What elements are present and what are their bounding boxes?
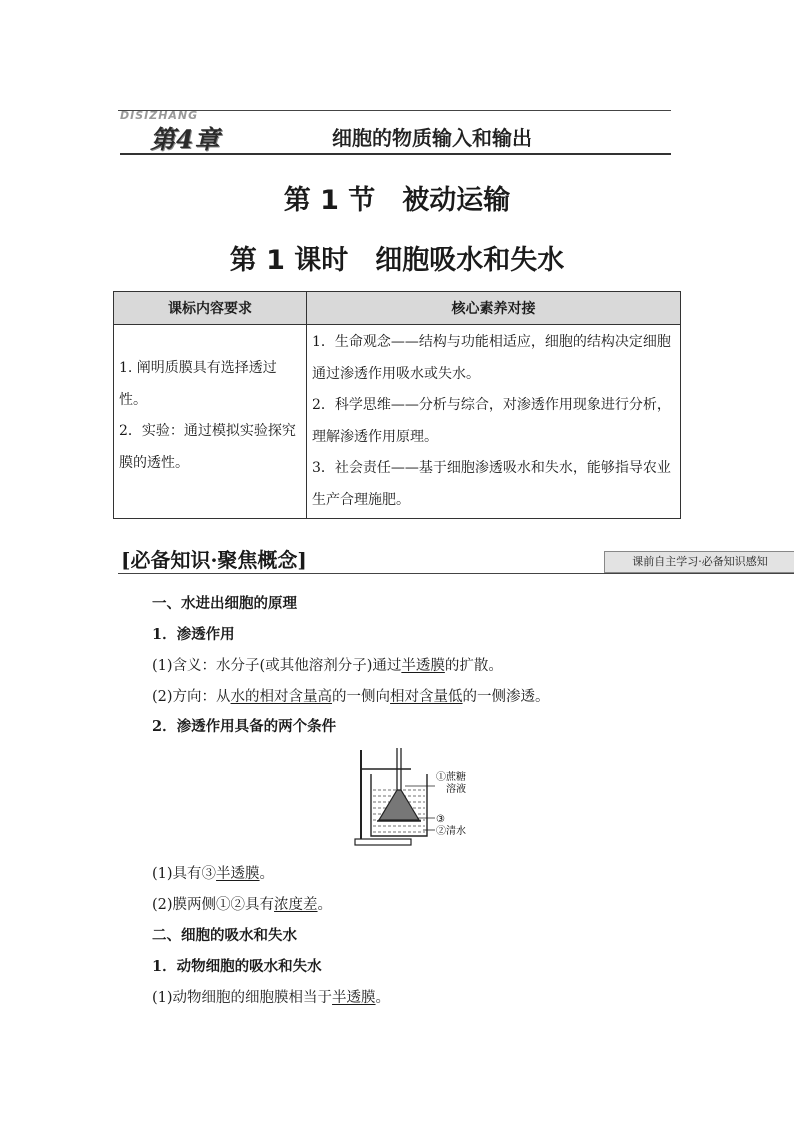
heading-1-2: 2．渗透作用具备的两个条件 <box>152 718 337 735</box>
answer-blank: 水的相对含量高 <box>230 689 333 705</box>
literacy-item: 2．科学思维——分析与综合，对渗透作用现象进行分析，理解渗透作用原理。 <box>312 397 671 445</box>
standard-item: 2．实验：通过模拟实验探究膜的透性。 <box>119 423 296 471</box>
heading-1: 一、水进出细胞的原理 <box>152 595 297 612</box>
chapter-bottom-rule <box>120 153 671 155</box>
stand-base <box>355 839 411 845</box>
standards-cell <box>114 325 307 519</box>
heading-2: 二、细胞的吸水和失水 <box>152 927 297 944</box>
paragraph-definition: (1)含义：水分子(或其他溶剂分子)通过半透膜的扩散。 <box>152 658 503 674</box>
paragraph-animal-cell: (1)动物细胞的细胞膜相当于半透膜。 <box>152 990 391 1006</box>
knowledge-banner-tag: 课前自主学习·必备知识感知 <box>604 551 794 573</box>
osmosis-apparatus-figure <box>353 746 483 848</box>
literacy-item: 1．生命观念——结构与功能相适应，细胞的结构决定细胞通过渗透作用吸水或失水。 <box>312 334 671 382</box>
literacy-item: 3．社会责任——基于细胞渗透吸水和失水，能够指导农业生产合理施肥。 <box>312 460 671 508</box>
label-sucrose: ①蔗糖 <box>436 772 466 783</box>
answer-blank: 半透膜 <box>332 990 376 1006</box>
chapter-top-rule <box>118 110 671 111</box>
literacy-cell <box>307 325 681 519</box>
section-title: 第 1 节 被动运输 <box>283 185 511 216</box>
chapter-title: 细胞的物质输入和输出 <box>332 126 532 150</box>
standards-table <box>113 291 681 519</box>
table-header-standards: 课标内容要求 <box>114 292 307 325</box>
label-membrane: ③ <box>436 814 445 825</box>
lesson-title: 第 1 课时 细胞吸水和失水 <box>229 245 565 276</box>
answer-blank: 半透膜 <box>401 658 445 674</box>
label-water: ②清水 <box>436 826 466 837</box>
standard-item: 1. 阐明质膜具有选择透过性。 <box>119 360 277 408</box>
answer-blank: 相对含量低 <box>390 689 463 705</box>
table-header-literacy: 核心素养对接 <box>307 292 681 325</box>
chapter-badge: 第4章 <box>150 125 221 154</box>
answer-blank: 浓度差 <box>274 897 318 913</box>
paragraph-direction: (2)方向：从水的相对含量高的一侧向相对含量低的一侧渗透。 <box>152 689 550 705</box>
answer-blank: 半透膜 <box>216 866 260 882</box>
paragraph-condition-1: (1)具有③半透膜。 <box>152 866 275 882</box>
heading-2-1: 1．动物细胞的吸水和失水 <box>152 958 322 975</box>
table-header-row <box>114 292 681 325</box>
chapter-pinyin: DISIZHANG <box>120 109 199 122</box>
heading-1-1: 1．渗透作用 <box>152 626 235 643</box>
knowledge-banner-title: [必备知识·聚焦概念] <box>121 548 307 572</box>
label-sucrose-2: 溶液 <box>446 784 466 795</box>
table-row <box>114 325 681 519</box>
funnel-sucrose <box>379 790 419 820</box>
knowledge-banner-rule <box>118 573 794 574</box>
paragraph-condition-2: (2)膜两侧①②具有浓度差。 <box>152 897 333 913</box>
